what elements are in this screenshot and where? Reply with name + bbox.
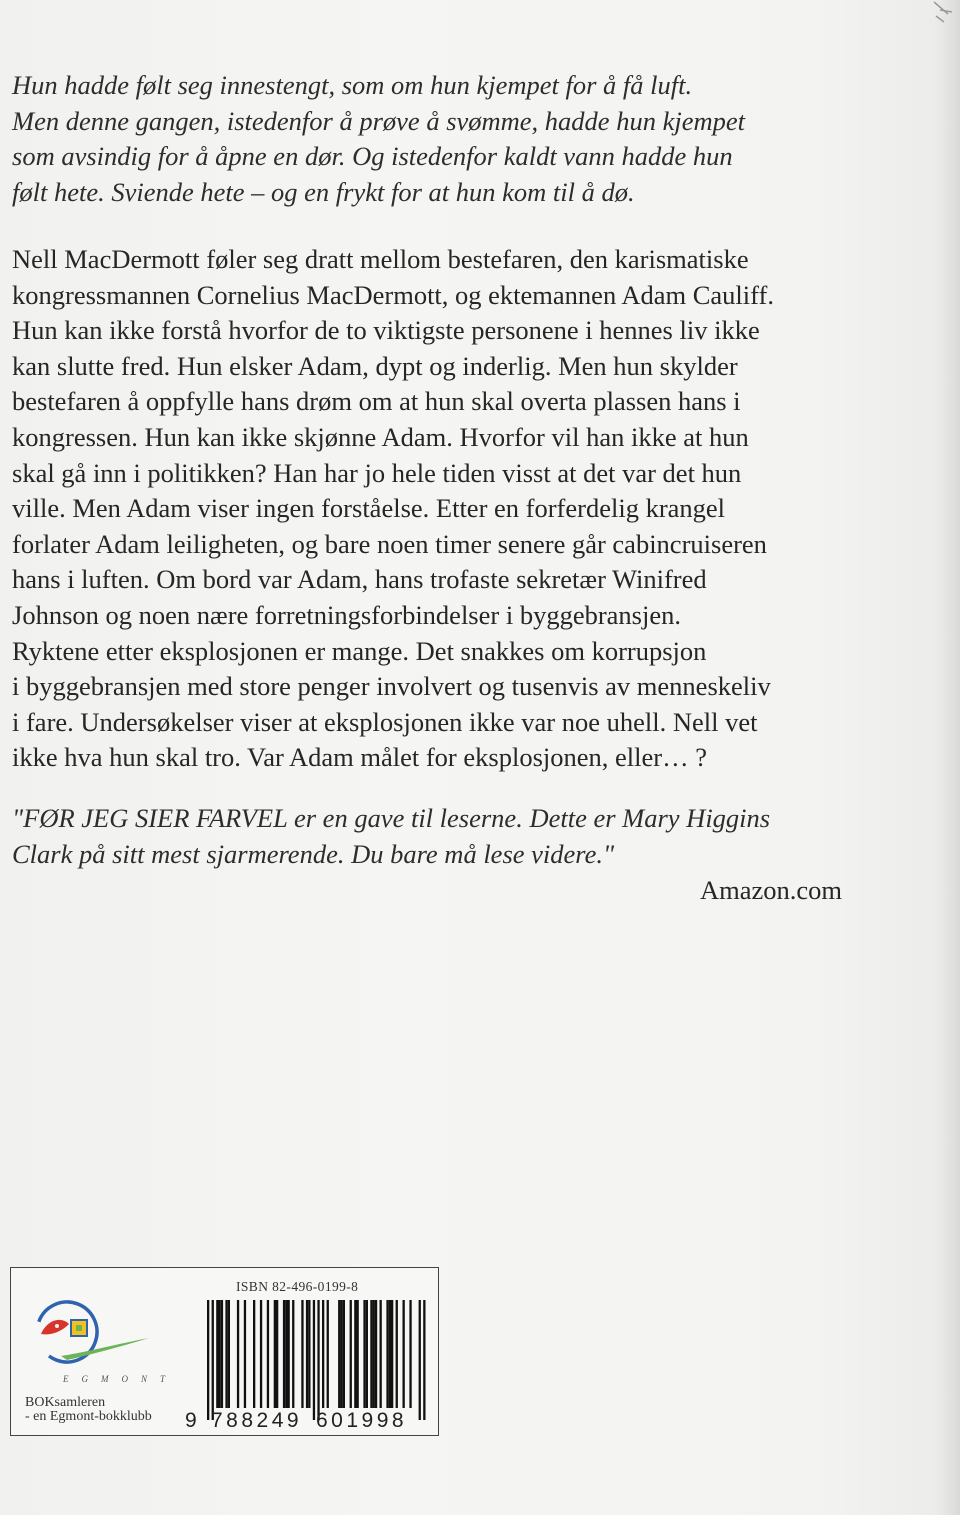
barcode-bar <box>350 1300 352 1408</box>
corner-tear-mark <box>914 0 954 30</box>
synopsis-line: Nell MacDermott føler seg dratt mellom bestefaren, den karismatiske <box>12 244 749 274</box>
publisher-line: - en Egmont-bokklubb <box>25 1409 152 1424</box>
quote-line: "FØR JEG SIER FARVEL er en gave til leserne. Dette er Mary Higgins <box>12 803 771 833</box>
review-quote <box>12 801 862 872</box>
synopsis-line: ikke hva hun skal tro. Var Adam målet for eksplosjonen, eller… ? <box>12 742 707 773</box>
barcode-bar <box>357 1300 359 1408</box>
barcode-bar <box>327 1300 329 1408</box>
barcode-bar <box>244 1300 246 1408</box>
egmont-wordmark: EGMONT <box>63 1374 179 1384</box>
barcode-bar <box>343 1300 345 1408</box>
barcode-bar <box>380 1300 382 1408</box>
barcode-bar <box>288 1300 290 1408</box>
barcode-bar <box>391 1300 393 1408</box>
synopsis-line: bestefaren å oppfylle hans drøm om at hun skal overta plassen hans i <box>12 386 741 417</box>
barcode-bar <box>419 1300 421 1420</box>
barcode-bar <box>260 1300 262 1408</box>
publisher-name <box>25 1396 152 1424</box>
synopsis-line: forlater Adam leiligheten, og bare noen timer senere går cabincruiseren <box>12 528 767 559</box>
barcode-bar <box>389 1300 391 1408</box>
barcode-first-digit: 9 <box>185 1409 197 1430</box>
synopsis-line: kongressen. Hun kan ikke skjønne Adam. Hvorfor vil han ikke at hun <box>12 421 749 452</box>
barcode-bar <box>373 1300 375 1408</box>
barcode-bar <box>221 1300 223 1408</box>
teaser-excerpt <box>12 68 852 210</box>
teaser-line: som avsindig for å åpne en dør. Og istedenfor kaldt vann hadde hun <box>12 141 733 171</box>
barcode-bar <box>338 1300 340 1408</box>
synopsis-line: Ryktene etter eksplosjonen er mange. Det snakkes om korrupsjon <box>12 635 707 666</box>
barcode-bar <box>386 1300 388 1408</box>
publisher-line: BOKsamleren <box>25 1395 106 1410</box>
barcode-bar <box>276 1300 278 1408</box>
barcode-left-digits: 788249 <box>211 1409 303 1430</box>
barcode-bar <box>340 1300 342 1408</box>
barcode-bar <box>306 1300 308 1408</box>
barcode-bar <box>403 1300 405 1408</box>
barcode-bar <box>322 1300 324 1408</box>
barcode-bar <box>225 1300 227 1408</box>
barcode <box>185 1300 431 1430</box>
barcode-bar <box>317 1300 319 1420</box>
quote-line: Clark på sitt mest sjarmerende. Du bare må lese videre." <box>12 838 615 869</box>
barcode-bar <box>301 1300 303 1408</box>
barcode-bar <box>285 1300 287 1408</box>
teaser-line: følt hete. Sviende hete – og en frykt for at hun kom til å dø. <box>12 176 635 207</box>
barcode-bar <box>308 1300 310 1408</box>
barcode-bar <box>313 1300 315 1420</box>
barcode-bars <box>207 1300 426 1420</box>
synopsis-line: Hun kan ikke forstå hvorfor de to viktigste personene i hennes liv ikke <box>12 315 760 346</box>
barcode-bar <box>228 1300 230 1408</box>
barcode-bar <box>216 1300 218 1408</box>
quote-source: Amazon.com <box>699 875 842 905</box>
cover-edge-shadow <box>934 0 960 1515</box>
synopsis-line: skal gå inn i politikken? Han har jo hele tiden visst at det var det hun <box>12 457 742 488</box>
barcode-bar <box>253 1300 255 1408</box>
barcode-right-digits: 601998 <box>316 1409 408 1430</box>
isbn-barcode-box <box>10 1267 439 1436</box>
barcode-bar <box>375 1300 377 1408</box>
synopsis-line: kongressmannen Cornelius MacDermott, og ektemannen Adam Cauliff. <box>12 279 774 310</box>
barcode-bar <box>366 1300 368 1408</box>
barcode-bar <box>207 1300 209 1420</box>
synopsis-line: kan slutte fred. Hun elsker Adam, dypt og inderlig. Men hun skylder <box>12 350 738 381</box>
barcode-bar <box>212 1300 214 1420</box>
barcode-bar <box>283 1300 285 1408</box>
synopsis-line: Johnson og noen nære forretningsforbindelser i byggebransjen. <box>12 599 681 630</box>
barcode-bar <box>274 1300 276 1408</box>
synopsis-line: i fare. Undersøkelser viser at eksplosjonen ikke var noe uhell. Nell vet <box>12 706 758 737</box>
barcode-bar <box>409 1300 411 1408</box>
egmont-logo-icon <box>27 1294 151 1366</box>
barcode-bar <box>423 1300 425 1420</box>
barcode-bar <box>354 1300 356 1408</box>
synopsis-line: hans i luften. Om bord var Adam, hans trofaste sekretær Winifred <box>12 564 707 595</box>
barcode-bar <box>370 1300 372 1408</box>
book-synopsis <box>12 242 872 776</box>
teaser-line: Men denne gangen, istedenfor å prøve å svømme, hadde hun kjempet <box>12 105 745 136</box>
barcode-bar <box>267 1300 269 1408</box>
barcode-bar <box>237 1300 239 1408</box>
teaser-line: Hun hadde følt seg innestengt, som om hun kjempet for å få luft. <box>12 70 693 100</box>
isbn-number: ISBN 82-496-0199-8 <box>236 1279 359 1294</box>
synopsis-line: i byggebransjen med store penger involvert og tusenvis av menneskeliv <box>12 671 771 702</box>
synopsis-line: ville. Men Adam viser ingen forståelse. Etter en forferdelig krangel <box>12 493 726 524</box>
barcode-bar <box>396 1300 398 1408</box>
barcode-bar <box>219 1300 221 1408</box>
barcode-bar <box>292 1300 294 1408</box>
barcode-bar <box>363 1300 365 1408</box>
